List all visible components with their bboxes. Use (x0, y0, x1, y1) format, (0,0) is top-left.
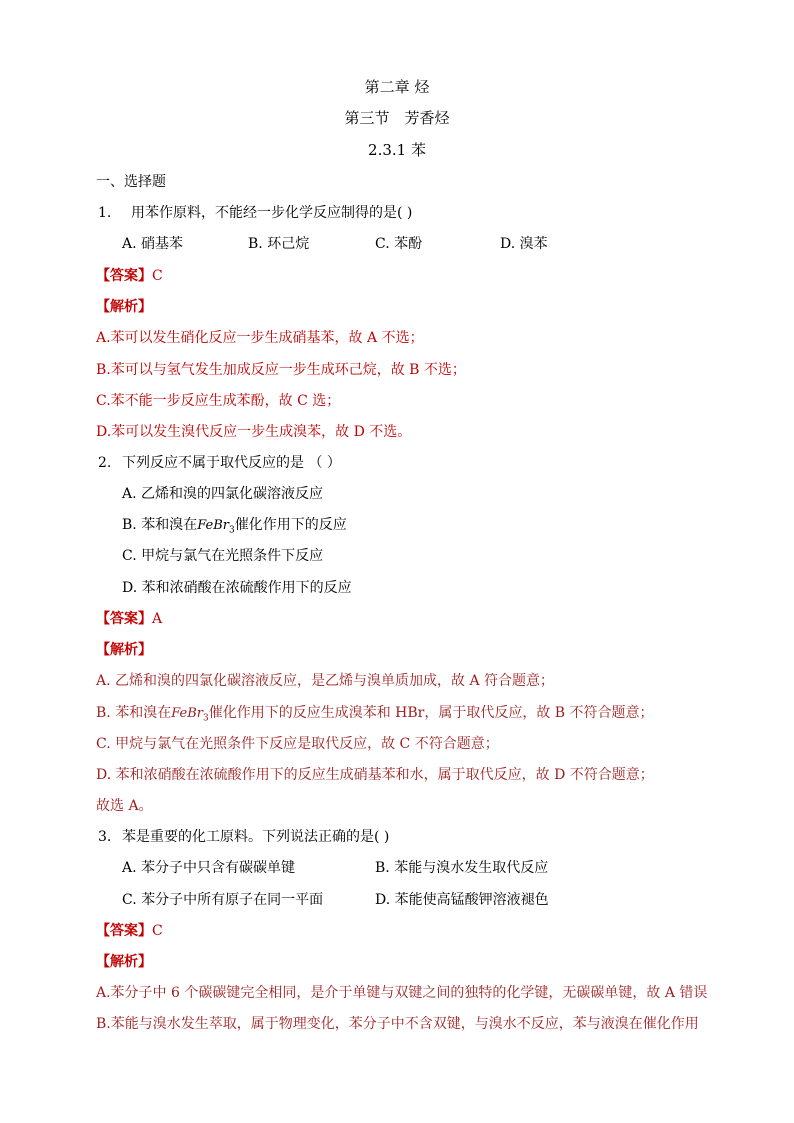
q1-analysis-line: D.苯可以发生溴代反应一步生成溴苯，故 D 不选。 (96, 424, 412, 440)
q3-option-a: A. 苯分子中只含有碳碳单键 (122, 860, 296, 876)
lesson-title: 2.3.1 苯 (368, 141, 426, 159)
q3-number: 3. (98, 829, 112, 845)
q3-analysis-line: B.苯能与溴水发生萃取，属于物理变化，苯分子中不含双键，与溴水不反应，苯与液溴在催化作用 (96, 1016, 699, 1032)
option-text: 催化作用下的反应 (234, 517, 347, 533)
formula-febr3 (197, 518, 235, 536)
section-heading: 一、选择题 (96, 174, 166, 190)
q1-analysis-label: 【解析】 (96, 299, 152, 315)
q1-number: 1. (98, 205, 112, 221)
q3-option-d: D. 苯能使高锰酸钾溶液褪色 (375, 892, 549, 908)
q2-answer (96, 609, 162, 629)
q3-analysis-line: A.苯分子中 6 个碳碳键完全相同，是介于单键与双键之间的独特的化学键，无碳碳单键，故 A 错误 (96, 985, 708, 1001)
q2-option-b (122, 515, 347, 541)
q1-stem: 用苯作原料，不能经一步化学反应制得的是( ) (131, 205, 413, 221)
answer-label: 【答案】 (96, 611, 152, 627)
q2-analysis-label: 【解析】 (96, 642, 152, 658)
q2-option-d: D. 苯和浓硝酸在浓硫酸作用下的反应 (122, 580, 352, 596)
q2-conclusion: 故选 A。 (96, 798, 153, 814)
formula-base: FeBr (197, 518, 229, 533)
q3-option-b: B. 苯能与溴水发生取代反应 (375, 860, 549, 876)
q3-stem: 苯是重要的化工原料。下列说法正确的是( ) (122, 829, 390, 845)
q3-option-c: C. 苯分子中所有原子在同一平面 (122, 892, 324, 908)
q1-option-a: A. 硝基苯 (122, 236, 184, 252)
formula-subscript: 3 (228, 525, 235, 536)
q2-analysis-line: C. 甲烷与氯气在光照条件下反应是取代反应，故 C 不符合题意； (96, 736, 499, 752)
q3-analysis-label: 【解析】 (96, 954, 152, 970)
formula-base: FeBr (171, 706, 203, 721)
answer-value: C (152, 268, 163, 284)
formula-subscript: 3 (202, 713, 209, 724)
q1-option-b: B. 环己烷 (248, 236, 310, 252)
q1-answer (96, 266, 163, 286)
answer-value: C (152, 923, 163, 939)
answer-label: 【答案】 (96, 268, 152, 284)
q2-option-c: C. 甲烷与氯气在光照条件下反应 (122, 548, 324, 564)
answer-value: A (152, 611, 163, 627)
analysis-text: B. 苯和溴在 (96, 705, 172, 721)
chapter-title: 第二章 烃 (364, 78, 430, 96)
q3-answer (96, 921, 163, 941)
q2-analysis-line: D. 苯和浓硝酸在浓硫酸作用下的反应生成硝基苯和水，属于取代反应，故 D 不符合题意； (96, 767, 654, 783)
section-title: 第三节 芳香烃 (344, 109, 450, 127)
option-text: B. 苯和溴在 (122, 517, 198, 533)
q2-analysis-line: A. 乙烯和溴的四氯化碳溶液反应，是乙烯与溴单质加成，故 A 符合题意； (96, 673, 555, 689)
q1-analysis-line: B.苯可以与氢气发生加成反应一步生成环己烷，故 B 不选； (96, 362, 466, 378)
formula-febr3 (171, 706, 209, 724)
q2-analysis-line (96, 703, 654, 729)
q1-analysis-line: C.苯不能一步反应生成苯酚，故 C 选； (96, 393, 341, 409)
q1-option-c: C. 苯酚 (375, 236, 423, 252)
q2-stem: 下列反应不属于取代反应的是 （ ） (122, 455, 341, 471)
q2-number: 2. (98, 455, 112, 471)
answer-label: 【答案】 (96, 923, 152, 939)
q1-option-d: D. 溴苯 (500, 236, 548, 252)
q1-analysis-line: A.苯可以发生硝化反应一步生成硝基苯，故 A 不选； (96, 330, 424, 346)
q2-option-a: A. 乙烯和溴的四氯化碳溶液反应 (122, 486, 324, 502)
analysis-text: 催化作用下的反应生成溴苯和 HBr，属于取代反应，故 B 不符合题意； (208, 705, 654, 721)
